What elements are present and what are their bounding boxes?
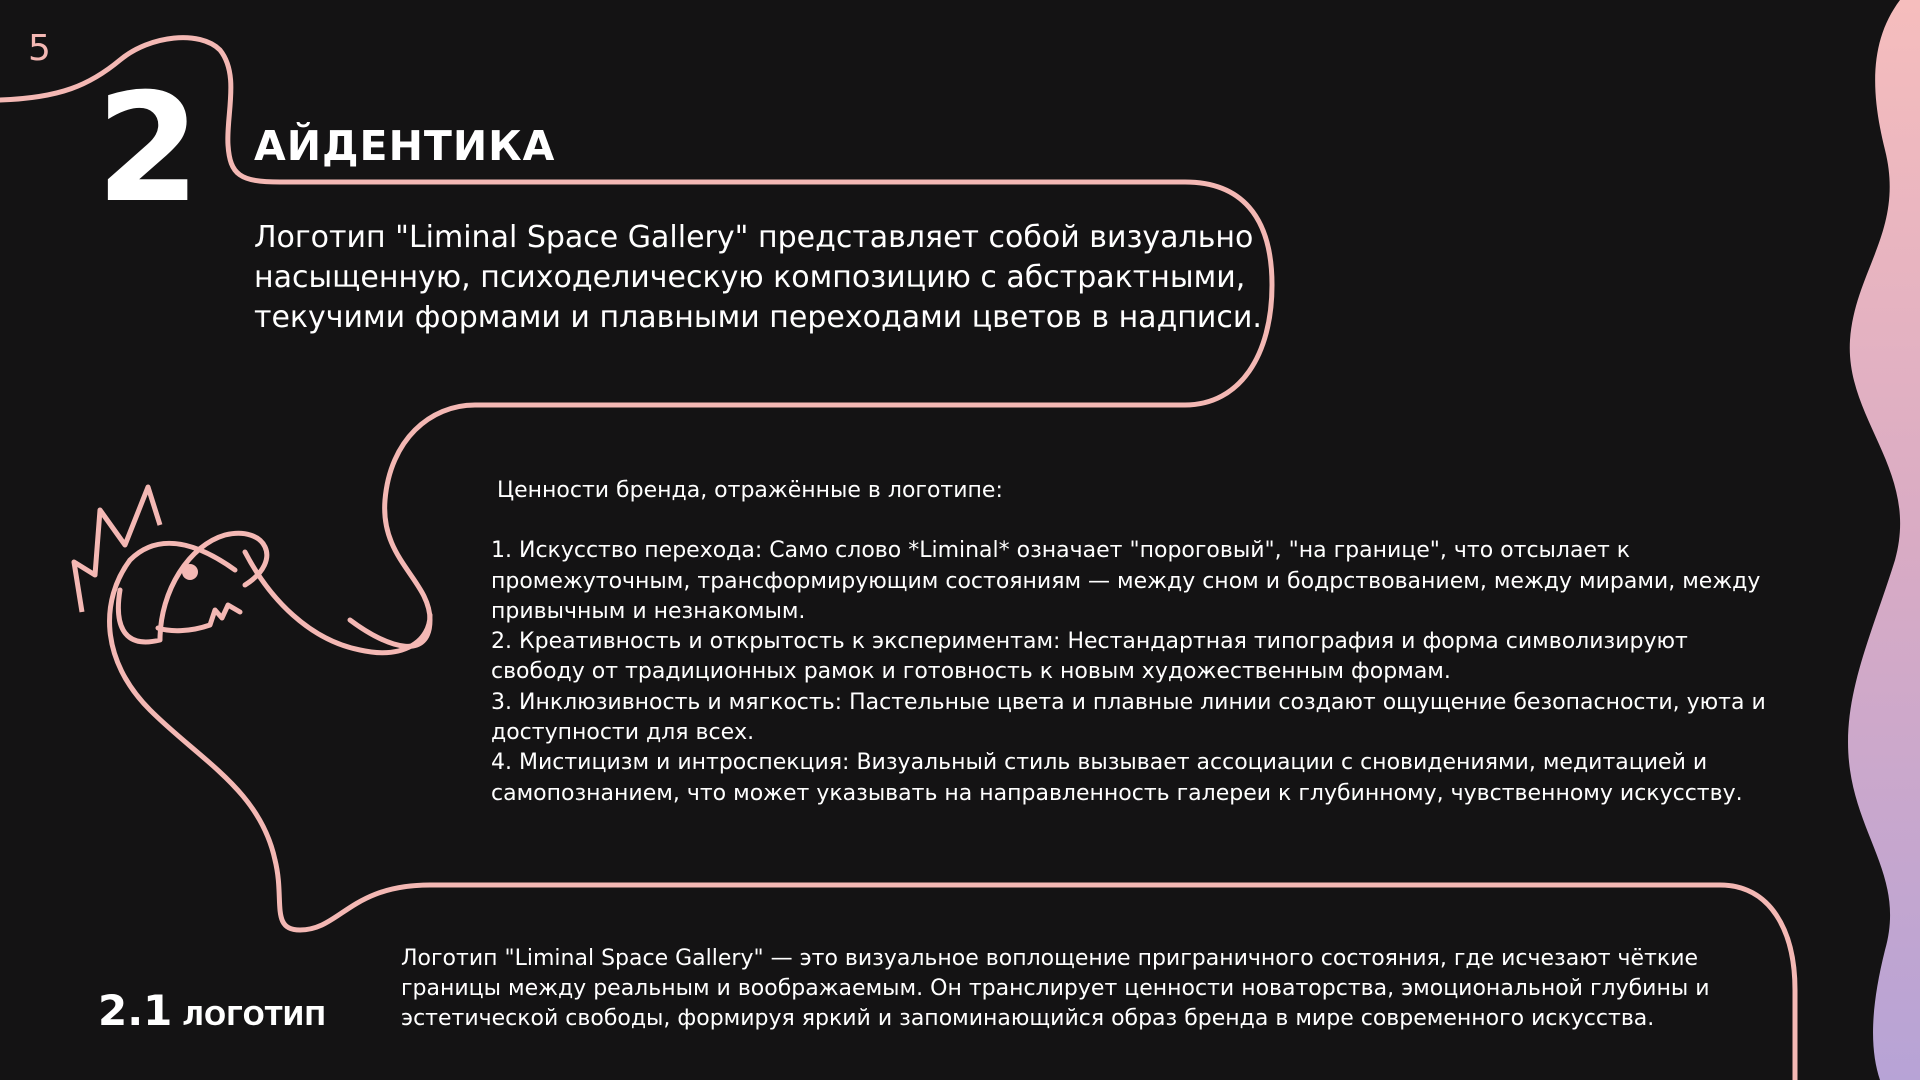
summary-line: эстетической свободы, формируя яркий и запоминающийся образ бренда в мире современного искусства. — [401, 1006, 1655, 1031]
page-number: 5 — [28, 28, 51, 69]
intro-paragraph — [254, 218, 1264, 338]
section-number: 2 — [96, 62, 201, 236]
subsection-title: ЛОГОТИП — [182, 1002, 327, 1032]
subsection-number: 2.1 — [98, 986, 173, 1035]
brand-value-line: свободу от традиционных рамок и готовность к новым художественным формам. — [491, 659, 1451, 685]
brand-values-heading: Ценности бренда, отражённые в логотипе: — [497, 478, 1003, 503]
brand-value-line: доступности для всех. — [491, 720, 755, 746]
summary-line: границы между реальным и воображаемым. Он транслирует ценности новаторства, эмоциональной глубины и — [401, 976, 1710, 1001]
intro-line: Логотип "Liminal Space Gallery" представляет собой визуально — [254, 220, 1254, 255]
subsection-label — [98, 986, 326, 1035]
brand-value-line: привычным и незнакомым. — [491, 598, 806, 624]
brand-value-line: промежуточным, трансформирующим состояниям — между сном и бодрствованием, между мирами, между — [491, 568, 1761, 594]
brand-value-line: 1. Искусство перехода: Само слово *Liminal* означает "пороговый", "на границе", что отсылает к — [491, 538, 1631, 564]
brand-value-line: 4. Мистицизм и интроспекция: Визуальный стиль вызывает ассоциации с сновидениями, медитацией и — [491, 750, 1708, 776]
section-title: АЙДЕНТИКА — [254, 122, 556, 170]
summary-paragraph — [401, 944, 1761, 1034]
summary-line: Логотип "Liminal Space Gallery" — это визуальное воплощение приграничного состояния, где исчезают чёткие — [401, 946, 1699, 971]
intro-line: насыщенную, психоделическую композицию с абстрактными, — [254, 260, 1246, 295]
brand-value-line: 2. Креативность и открытость к экспериментам: Нестандартная типография и форма символизируют — [491, 629, 1688, 655]
intro-line: текучими формами и плавными переходами цветов в надписи. — [254, 300, 1262, 335]
brand-values-block — [491, 476, 1791, 809]
brand-value-line: самопознанием, что может указывать на направленность галереи к глубинному, чувственному искусству. — [491, 780, 1743, 806]
wavy-gradient-ribbon — [1848, 0, 1920, 1080]
brand-value-line: 3. Инклюзивность и мягкость: Пастельные цвета и плавные линии создают ощущение безопасности, уюта и — [491, 689, 1766, 715]
